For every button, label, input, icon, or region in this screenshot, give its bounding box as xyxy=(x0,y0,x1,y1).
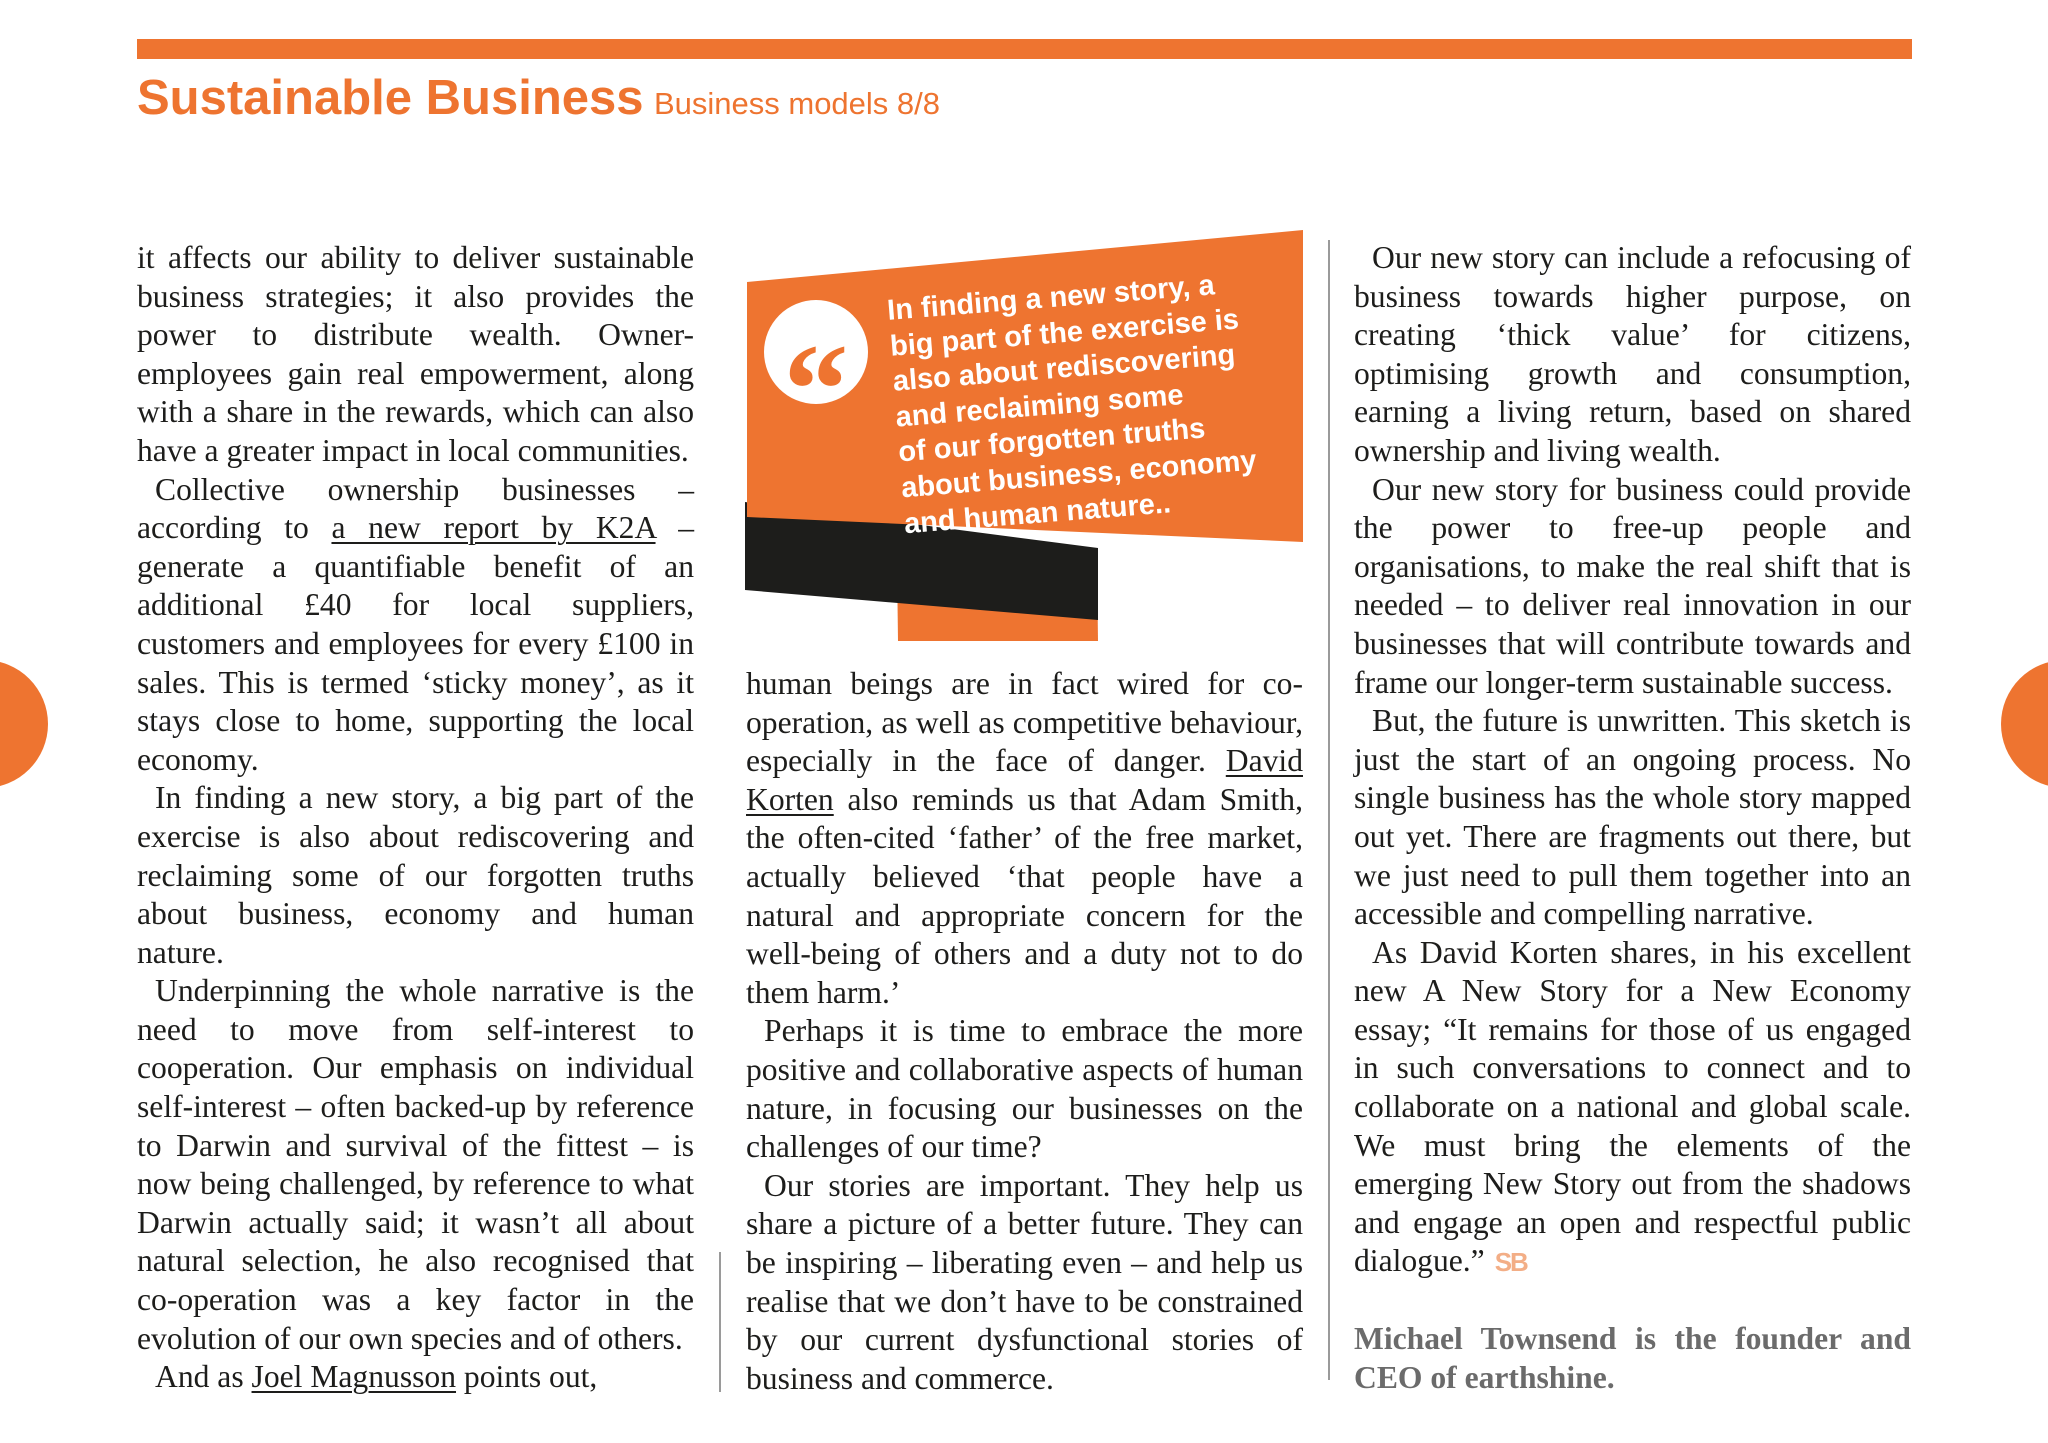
pull-quote-text: In finding a new story, a big part of the exercise is also about rediscovering and reclaiming some of our forgotten truths about business, economy and human nature.. xyxy=(886,269,1258,540)
paragraph: Perhaps it is time to embrace the more positive and collaborative aspects of human nature, in focusing our businesses on the challenges of our time? xyxy=(746,1013,1303,1165)
paragraph-text: – generate a quantifiable benefit of an additional £40 for local suppliers, customers and employees for every £100 in sales. This is termed ‘sticky money’, as it stays close to home, supporting the local economy. xyxy=(137,510,694,777)
paragraph-text: And as xyxy=(155,1359,252,1395)
quote-mark-icon: “ xyxy=(764,300,868,404)
previous-page-tab[interactable] xyxy=(0,660,48,788)
david-korten-link[interactable]: David Korten xyxy=(746,743,1303,817)
section-subtitle: Business models 8/8 xyxy=(653,86,941,121)
sb-end-mark: SB xyxy=(1494,1247,1527,1278)
paragraph xyxy=(137,471,694,780)
paragraph-text: points out, xyxy=(456,1359,598,1395)
column-divider xyxy=(719,1252,721,1392)
paragraph-text: Collective ownership businesses – according to xyxy=(137,471,694,546)
k2a-report-link[interactable]: a new report by K2A xyxy=(331,510,656,546)
article-column-1 xyxy=(137,239,694,1397)
paragraph: Our new story can include a refocusing of business towards higher purpose, on creating ‘thick value’ for citizens, optimising growth and consumption, earning a living return, based on shared ownership and living wealth. xyxy=(1354,240,1911,468)
top-accent-bar xyxy=(137,39,1912,59)
pull-quote xyxy=(740,220,1310,650)
article-column-3 xyxy=(1354,239,1911,1397)
paragraph-text: human beings are in fact wired for co-operation, as well as competitive behaviour, especially in the face of danger. xyxy=(746,666,1303,779)
paragraph: Underpinning the whole narrative is the need to move from self-interest to cooperation. Our emphasis on individual self-interest – often backed-up by reference to Darwin and survival of the fittest – is now being challenged, by reference to what Darwin actually said; it wasn’t all about natural selection, he also recognised that co-operation was a key factor in the evolution of our own species and of others. xyxy=(137,973,694,1356)
next-page-tab[interactable] xyxy=(2001,660,2048,788)
paragraph: Our new story for business could provide the power to free-up people and organisations, to make the real shift that is needed – to deliver real innovation in our businesses that will contribute towards and frame our longer-term sustainable success. xyxy=(1354,471,1911,700)
paragraph xyxy=(137,1358,694,1397)
paragraph: But, the future is unwritten. This sketch is just the start of an ongoing process. No single business has the whole story mapped out yet. There are fragments out there, but we just need to pull them together into an accessible and compelling narrative. xyxy=(1354,703,1911,932)
paragraph xyxy=(746,665,1303,1012)
joel-magnusson-link[interactable]: Joel Magnusson xyxy=(251,1359,457,1395)
paragraph xyxy=(1354,934,1911,1282)
column-divider xyxy=(1328,240,1330,1380)
section-title: Sustainable Business xyxy=(137,71,644,125)
page-header xyxy=(137,70,940,126)
author-byline: Michael Townsend is the founder and CEO of earthshine. xyxy=(1354,1321,1911,1395)
paragraph: In finding a new story, a big part of the exercise is also about rediscovering and reclaiming some of our forgotten truths about business, economy and human nature. xyxy=(137,780,694,970)
paragraph: it affects our ability to deliver sustainable business strategies; it also provides the power to distribute wealth. Owner-employees gain real empowerment, along with a share in the rewards, which can also have a greater impact in local communities. xyxy=(137,240,694,468)
paragraph-text: As David Korten shares, in his excellent new A New Story for a New Economy essay; “It remains for those of us engaged in such conversations to connect and to collaborate on a national and global scale. We must bring the elements of the emerging New Story out from the shadows and engage an open and respectful public dialogue.” xyxy=(1354,934,1911,1279)
article-column-2 xyxy=(746,665,1303,1398)
paragraph-text: also reminds us that Adam Smith, the often-cited ‘father’ of the free market, actually believed ‘that people have a natural and appropriate concern for the well-being of others and a duty not to do them harm.’ xyxy=(746,781,1303,1010)
paragraph: Our stories are important. They help us share a picture of a better future. They can be inspiring – liberating even – and help us realise that we don’t have to be constrained by our current dysfunctional stories of business and commerce. xyxy=(746,1167,1303,1396)
